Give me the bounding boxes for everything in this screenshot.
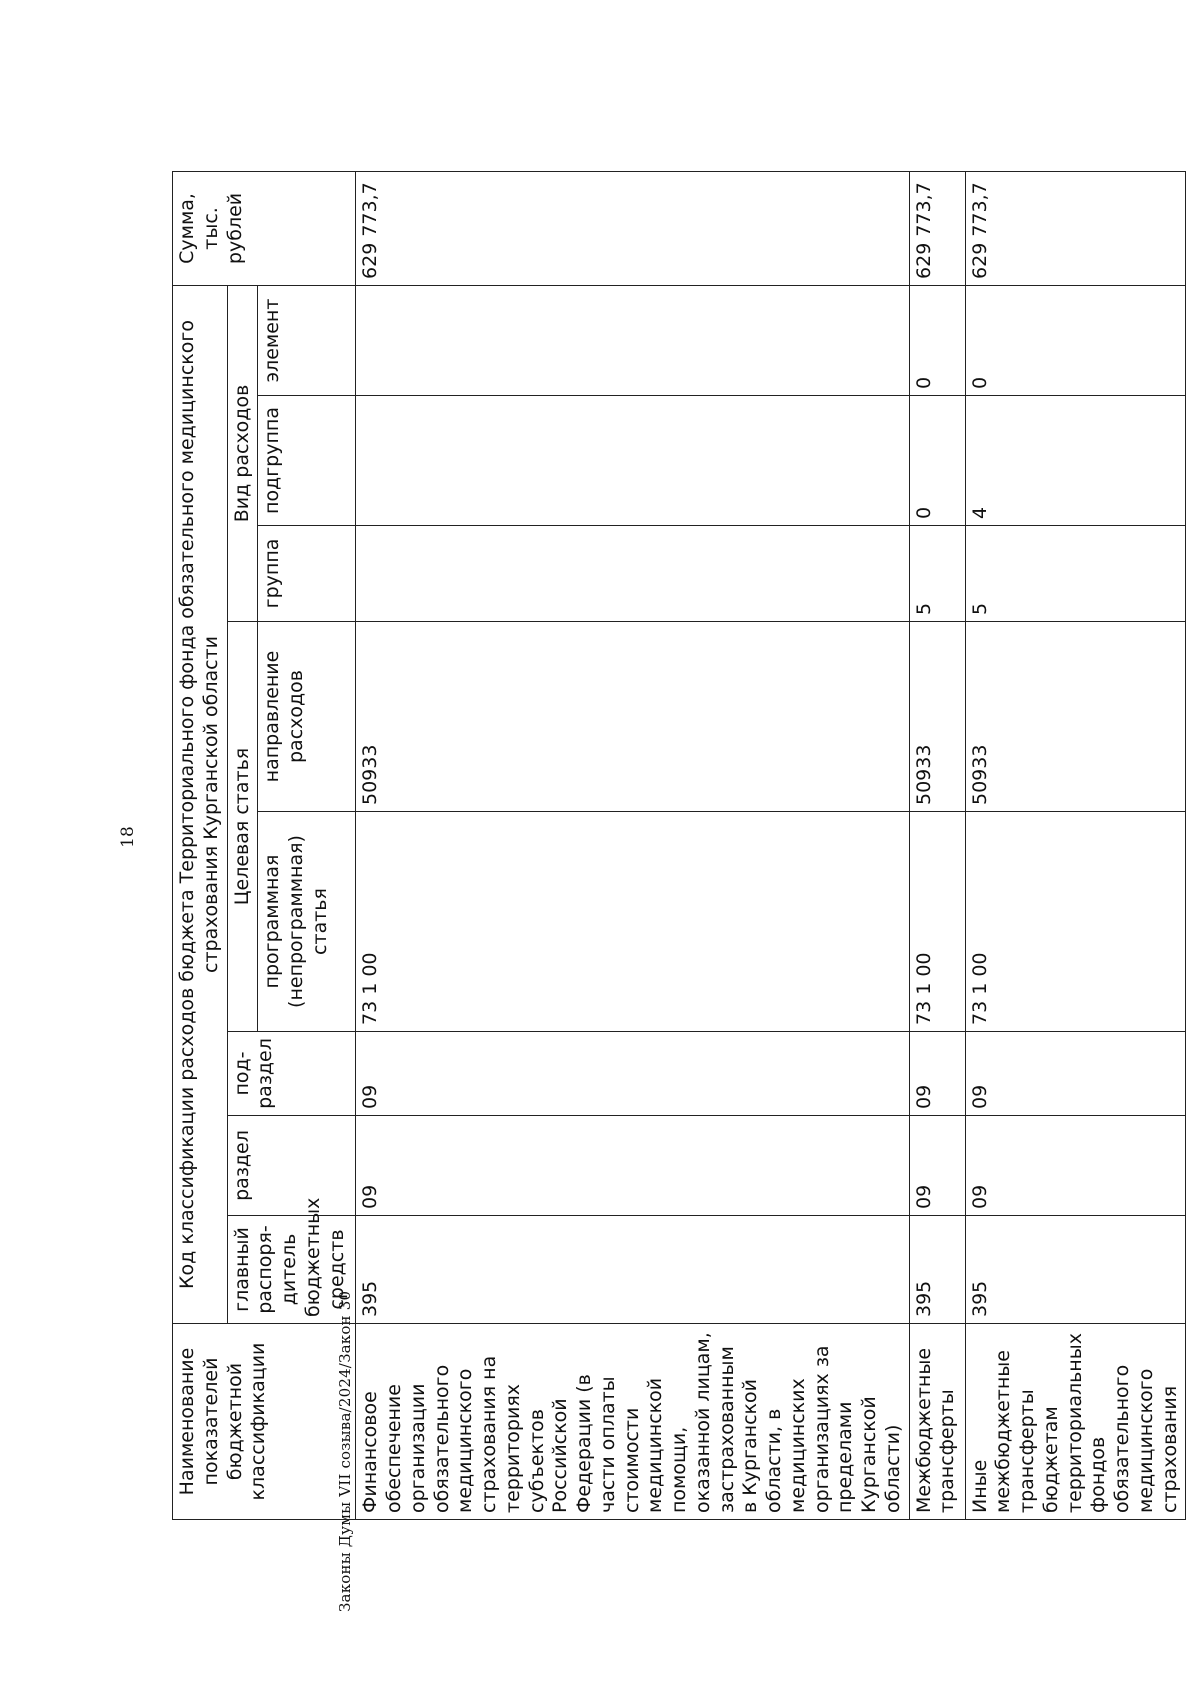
row-group: 5	[909, 526, 965, 622]
row-element: 0	[965, 285, 1186, 395]
row-amount: 629 773,7	[356, 171, 909, 285]
row-group	[356, 526, 909, 622]
table-row	[356, 171, 909, 1519]
document-footer: Законы Думы VII созыва/2024/Закон 30	[336, 1290, 354, 1612]
row-element	[356, 285, 909, 395]
row-direction: 50933	[356, 622, 909, 812]
header-program-article: программная (непрограммная) статья	[258, 812, 356, 1032]
row-subgroup: 4	[965, 396, 1186, 526]
header-subgroup: подгруппа	[258, 396, 356, 526]
header-element: элемент	[258, 285, 356, 395]
row-name: Финансовое обеспечение организации обязательного медицинского страхования на территориях субъектов Российской Федерации (в части оплаты стоимости медицинской помощи, оказанной лицам, застрахованным в Курганской области, в медицинских организациях за пределами Курганской области)	[356, 1324, 909, 1520]
row-manager: 395	[356, 1216, 909, 1324]
header-main-manager: главный распоря-дитель бюджетных средств	[227, 1216, 356, 1324]
row-section: 09	[356, 1116, 909, 1216]
row-subsection: 09	[356, 1032, 909, 1116]
header-subsection: под-раздел	[227, 1032, 356, 1116]
row-section: 09	[909, 1116, 965, 1216]
row-subgroup: 0	[909, 396, 965, 526]
row-manager: 395	[909, 1216, 965, 1324]
table-row	[909, 171, 965, 1519]
row-program: 73 1 00	[965, 812, 1186, 1032]
header-section: раздел	[227, 1116, 356, 1216]
header-expense-direction: направление расходов	[258, 622, 356, 812]
header-amount: Сумма, тыс. рублей	[173, 171, 356, 285]
header-code-group: Код классификации расходов бюджета Территориального фонда обязательного медицинского страхования Курганской области	[173, 285, 228, 1323]
row-section: 09	[965, 1116, 1186, 1216]
header-group: группа	[258, 526, 356, 622]
header-name: Наименование показателей бюджетной классификации	[173, 1324, 356, 1520]
row-name: Иные межбюджетные трансферты бюджетам территориальных фондов обязательного медицинского страхования	[965, 1324, 1186, 1520]
row-subgroup	[356, 396, 909, 526]
row-amount: 629 773,7	[909, 171, 965, 285]
page-number: 18	[118, 826, 138, 848]
row-subsection: 09	[965, 1032, 1186, 1116]
row-element: 0	[909, 285, 965, 395]
row-name: Межбюджетные трансферты	[909, 1324, 965, 1520]
table-row	[965, 171, 1186, 1519]
row-direction: 50933	[965, 622, 1186, 812]
header-target-article: Целевая статья	[227, 622, 258, 1032]
row-program: 73 1 00	[909, 812, 965, 1032]
row-group: 5	[965, 526, 1186, 622]
row-subsection: 09	[909, 1032, 965, 1116]
row-amount: 629 773,7	[965, 171, 1186, 285]
header-expense-type: Вид расходов	[227, 285, 258, 621]
row-manager: 395	[965, 1216, 1186, 1324]
row-direction: 50933	[909, 622, 965, 812]
row-program: 73 1 00	[356, 812, 909, 1032]
budget-classification-table	[172, 171, 1186, 1520]
